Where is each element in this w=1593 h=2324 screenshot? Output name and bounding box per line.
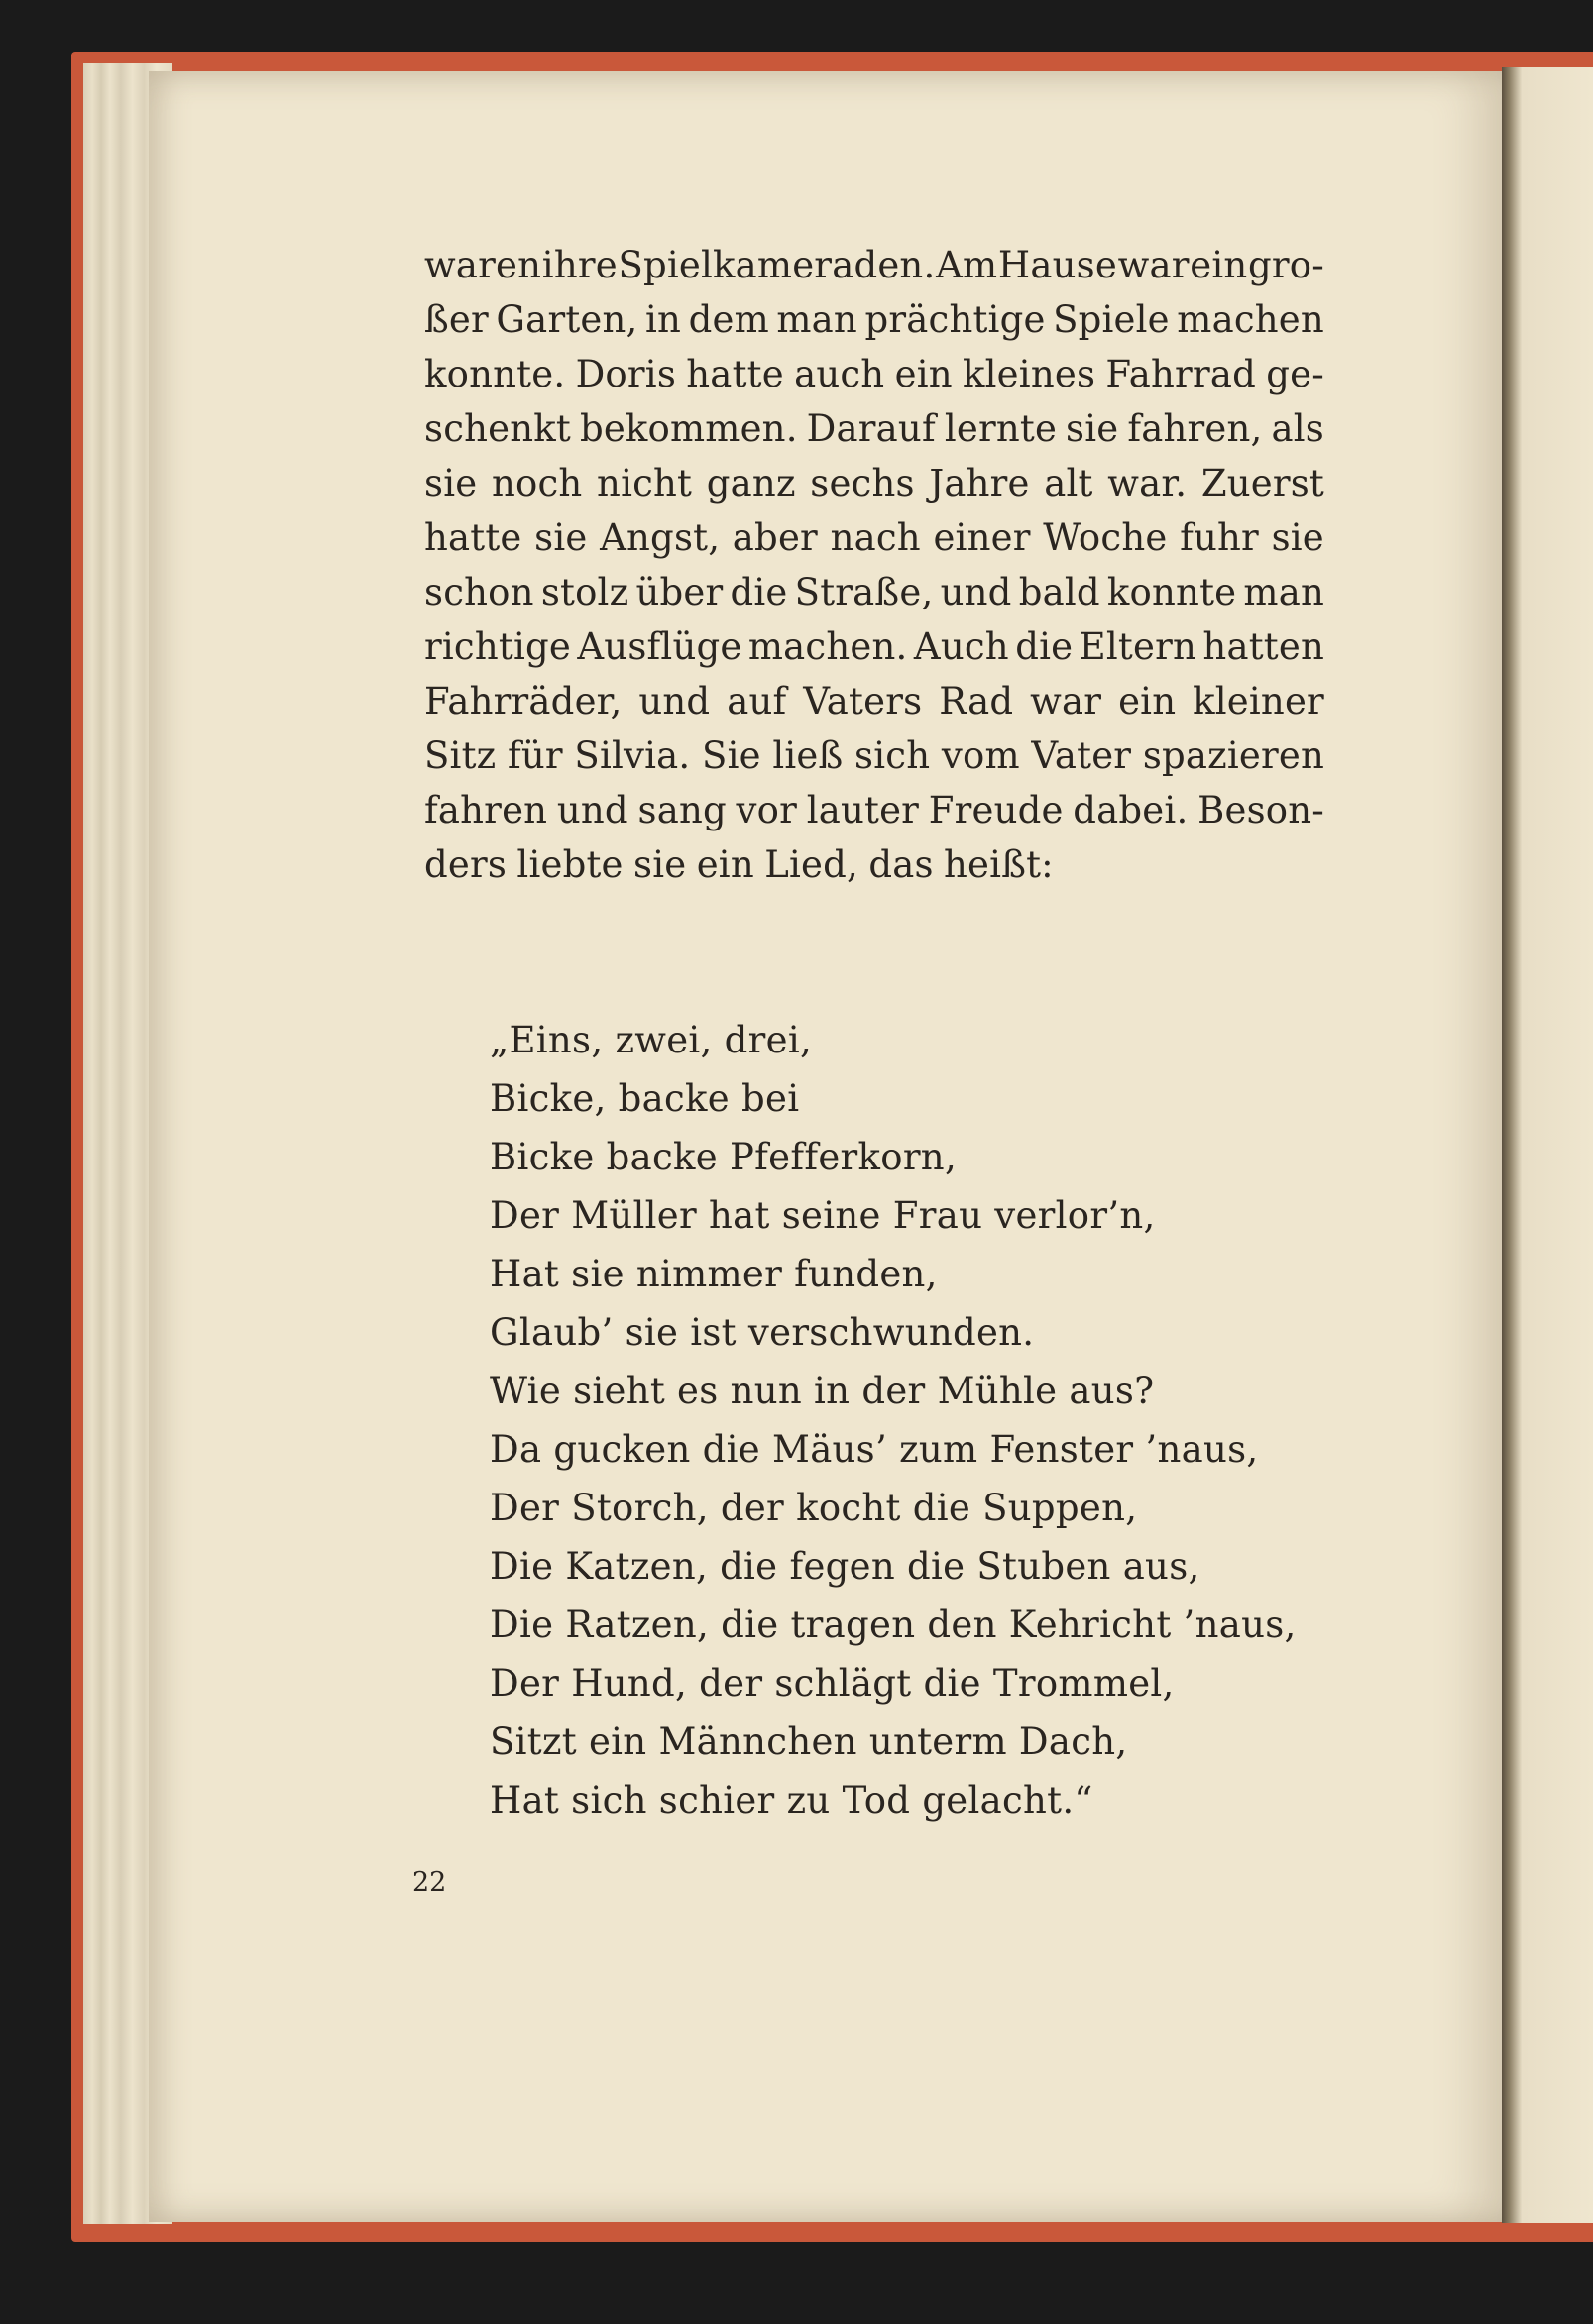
prose-word: fahren [424,789,548,831]
prose-word: konnte. [424,353,566,395]
prose-word: sie [424,462,478,504]
prose-word: noch [491,462,583,504]
prose-word: man [1243,571,1324,613]
prose-word: lauter [806,789,920,831]
prose-word: richtige [424,625,571,668]
prose-word: Fahrrad [1105,353,1256,395]
prose-word: sie [534,516,588,559]
prose-word: Freude [928,789,1064,831]
poem-line: Die Katzen, die fegen die Stuben aus, [490,1545,1200,1588]
prose-line [424,674,1324,728]
prose-word: Beson- [1197,789,1324,831]
prose-word: war [1117,244,1190,286]
prose-word: Darauf [806,407,936,450]
prose-word: auch [794,353,885,395]
prose-word: machen. [747,625,908,668]
page-number: 22 [412,1867,447,1898]
prose-word: heißt: [944,843,1054,886]
prose-word: bekommen. [579,407,798,450]
prose-line [424,565,1324,619]
poem-line: Sitzt ein Männchen unterm Dach, [490,1720,1128,1763]
prose-word: in [645,298,682,341]
prose-line [424,837,1324,892]
prose-word: man [776,298,857,341]
prose-word: Sie [702,734,761,777]
prose-word: prächtige [864,298,1046,341]
poem-line: Wie sieht es nun in der Mühle aus? [490,1370,1155,1412]
poem-line: Hat sich schier zu Tod gelacht.“ [490,1779,1093,1822]
prose-word: Silvia. [574,734,691,777]
prose-word: Spielkameraden. [618,244,936,286]
prose-word: ließ [772,734,844,777]
poem-line: Der Storch, der kocht die Suppen, [490,1487,1138,1529]
prose-word: waren [424,244,542,286]
prose-word: aber [732,516,818,559]
prose-word: und [556,789,628,831]
prose-word: ein [696,843,754,886]
prose-word: einer [933,516,1031,559]
prose-word: und [940,571,1012,613]
prose-word: sang [637,789,727,831]
prose-word: Fahrräder, [424,680,623,722]
prose-word: hatten [1202,625,1324,668]
prose-word: ßer [424,298,489,341]
prose-word: Spiele [1053,298,1170,341]
prose-word: Lied, [764,843,858,886]
prose-word: ihre [541,244,618,286]
prose-word: die [1015,625,1074,668]
prose-line [424,510,1324,565]
prose-word: als [1271,407,1324,450]
prose-word: Doris [575,353,677,395]
prose-word: war. [1107,462,1188,504]
poem-block [490,1011,1297,1829]
prose-word: gro- [1248,244,1324,286]
prose-line [424,783,1324,837]
prose-word: Eltern [1079,625,1196,668]
prose-word: für [507,734,563,777]
prose-line [424,728,1324,783]
prose-word: ders [424,843,508,886]
prose-word: bald [1018,571,1100,613]
prose-word: liebte [516,843,624,886]
prose-word: nicht [597,462,693,504]
poem-line: Da gucken die Mäus’ zum Fenster ’naus, [490,1428,1259,1471]
poem-line: Die Ratzen, die tragen den Kehricht ’naus, [490,1604,1297,1646]
prose-word: sich [854,734,931,777]
prose-line [424,347,1324,401]
poem-line: Glaub’ sie ist verschwunden. [490,1311,1035,1354]
prose-paragraph [424,238,1324,892]
prose-word: machen [1177,298,1324,341]
prose-word: Auch [913,625,1009,668]
prose-word: ein [894,353,953,395]
prose-word: stolz [540,571,629,613]
prose-word: konnte [1106,571,1237,613]
prose-word: dabei. [1073,789,1189,831]
prose-word: alt [1044,462,1093,504]
prose-word: Angst, [600,516,721,559]
prose-word: schenkt [424,407,571,450]
prose-word: vor [736,789,798,831]
prose-word: nach [830,516,921,559]
prose-word: Rad [939,680,1014,722]
prose-word: und [638,680,711,722]
prose-word: Garten, [496,298,638,341]
prose-word: hatte [686,353,784,395]
prose-word: Vaters [803,680,923,722]
prose-word: sie [1271,516,1324,559]
prose-word: dem [688,298,769,341]
facing-page-edge [1502,67,1593,2223]
prose-word: spazieren [1142,734,1324,777]
poem-line: Bicke backe Pfefferkorn, [490,1136,958,1178]
prose-line [424,292,1324,347]
prose-word: das [868,843,934,886]
prose-word: Straße, [794,571,934,613]
prose-word: schon [424,571,534,613]
prose-word: Vater [1031,734,1132,777]
poem-line: Der Müller hat seine Frau verlor’n, [490,1194,1156,1237]
prose-word: ein [1190,244,1248,286]
prose-word: vom [941,734,1020,777]
prose-word: Woche [1043,516,1168,559]
prose-word: sie [633,843,687,886]
poem-line: Hat sie nimmer funden, [490,1253,938,1295]
prose-word: Jahre [929,462,1030,504]
prose-word: sie [1066,407,1119,450]
prose-word: Hause [997,244,1117,286]
prose-line [424,401,1324,456]
prose-line [424,619,1324,674]
poem-line: Der Hund, der schlägt die Trommel, [490,1662,1175,1705]
prose-word: fuhr [1180,516,1259,559]
prose-word: lernte [944,407,1058,450]
prose-word: ge- [1266,353,1324,395]
prose-word: Sitz [424,734,497,777]
prose-word: auf [727,680,787,722]
prose-word: Ausflüge [577,625,742,668]
prose-word: hatte [424,516,522,559]
prose-line [424,238,1324,292]
prose-word: fahren, [1127,407,1263,450]
prose-word: ganz [706,462,796,504]
prose-word: Am [936,244,998,286]
prose-word: sechs [810,462,915,504]
poem-line: Bicke, backe bei [490,1077,800,1120]
prose-word: die [730,571,788,613]
prose-word: Zuerst [1200,462,1324,504]
prose-word: ein [1118,680,1177,722]
prose-word: war [1030,680,1102,722]
prose-word: über [635,571,724,613]
prose-line [424,456,1324,510]
poem-line: „Eins, zwei, drei, [490,1019,813,1061]
prose-word: kleines [963,353,1096,395]
prose-word: kleiner [1193,680,1324,722]
